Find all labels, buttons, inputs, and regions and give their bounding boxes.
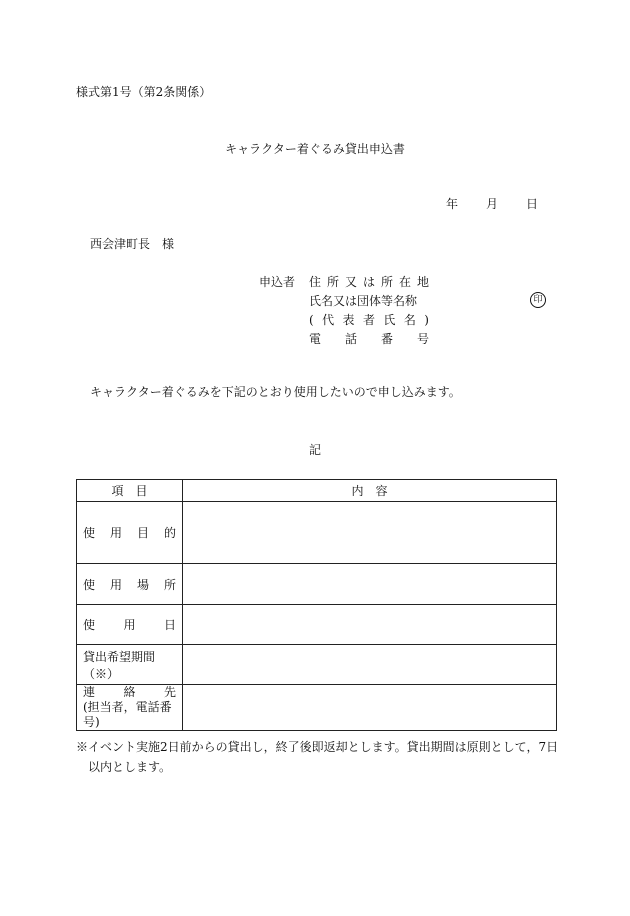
row-label-place: 使用場所 xyxy=(83,577,176,592)
row-value-purpose[interactable] xyxy=(183,502,557,564)
form-title: キャラクター着ぐるみ貸出申込書 xyxy=(225,142,405,156)
name-label: 氏名又は団体等名称 xyxy=(309,294,418,308)
ki-heading: 記 xyxy=(308,443,321,457)
row-label-purpose: 使用目的 xyxy=(83,526,176,540)
table-row xyxy=(77,645,557,685)
row-sublabel-contact: (担当者，電話番号) xyxy=(83,700,172,729)
applicant-heading: 申込者 xyxy=(259,275,296,289)
date-line xyxy=(446,198,538,210)
addressee: 西会津町長 様 xyxy=(90,237,175,251)
table-row xyxy=(77,685,557,731)
row-value-date[interactable] xyxy=(183,605,557,645)
date-day: 日 xyxy=(526,197,539,211)
row-label-date: 使用日 xyxy=(83,618,176,632)
address-label: 住所又は所在地 xyxy=(309,275,429,289)
phone-label: 電話番号 xyxy=(309,332,429,346)
header-content: 内 容 xyxy=(183,480,557,502)
application-statement: キャラクター着ぐるみを下記のとおり使用したいので申し込みます。 xyxy=(90,385,461,399)
row-value-place[interactable] xyxy=(183,564,557,605)
applicant-fields xyxy=(309,276,429,352)
representative-label: (代表者氏名) xyxy=(309,313,429,327)
details-table xyxy=(76,479,557,731)
footnote-line-2: 以内とします。 xyxy=(88,760,172,774)
date-month: 月 xyxy=(486,197,499,211)
row-value-period[interactable] xyxy=(183,645,557,685)
header-item: 項 目 xyxy=(77,480,183,502)
seal-mark-icon: 印 xyxy=(530,292,546,308)
form-number: 様式第1号（第2条関係） xyxy=(76,85,212,99)
table-header-row xyxy=(77,480,557,502)
footnote xyxy=(76,737,566,777)
row-label-contact: 連絡先 xyxy=(83,685,176,699)
footnote-line-1: ※イベント実施2日前からの貸出し，終了後即返却とします。貸出期間は原則として，7日 xyxy=(76,740,559,754)
table-row xyxy=(77,502,557,564)
row-label-period: 貸出希望期間（※） xyxy=(83,649,156,681)
row-value-contact[interactable] xyxy=(183,685,557,731)
table-row xyxy=(77,564,557,605)
date-year: 年 xyxy=(446,197,459,211)
table-row xyxy=(77,605,557,645)
